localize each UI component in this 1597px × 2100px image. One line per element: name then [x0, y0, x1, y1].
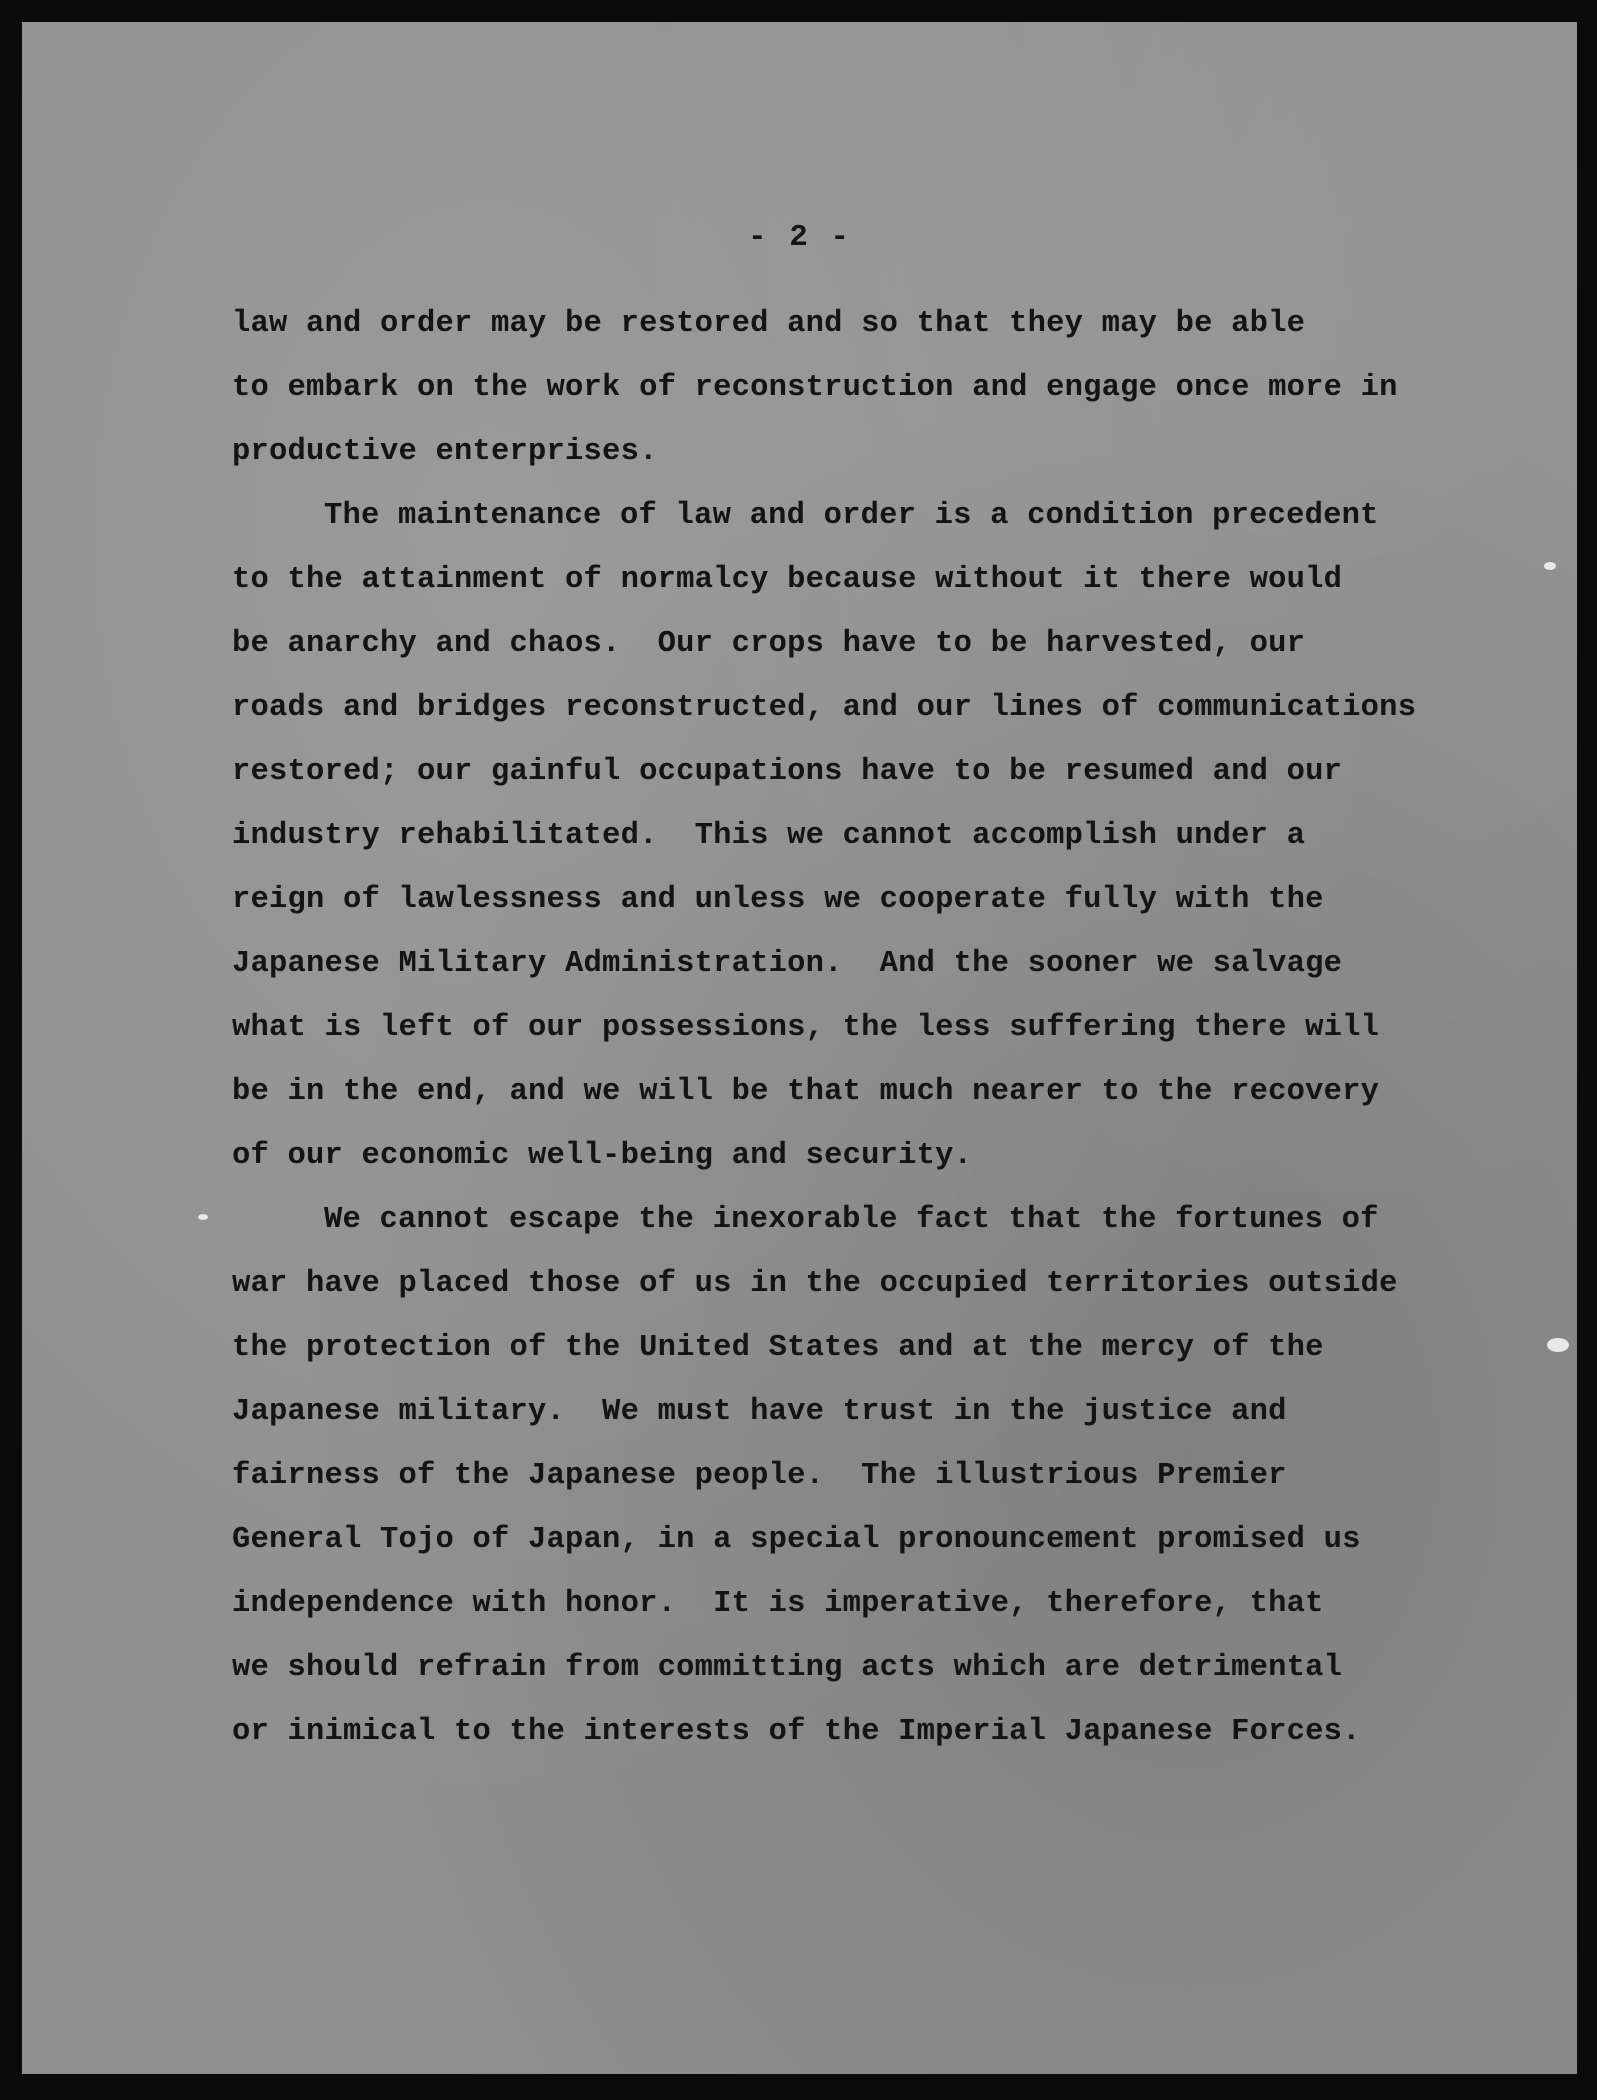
text-line: law and order may be restored and so that they may be able: [232, 307, 1306, 341]
text-line: the protection of the United States and at the mercy of the: [232, 1331, 1324, 1365]
text-line: independence with honor. It is imperative, therefore, that: [232, 1587, 1324, 1621]
text-line: we should refrain from committing acts which are detrimental: [232, 1651, 1343, 1685]
text-line: roads and bridges reconstructed, and our lines of communications: [232, 691, 1417, 725]
body-text: [232, 292, 1532, 1764]
text-line: be in the end, and we will be that much nearer to the recovery: [232, 1075, 1380, 1109]
text-line: restored; our gainful occupations have to be resumed and our: [232, 755, 1343, 789]
paper-speck: [198, 1214, 208, 1220]
paper-speck: [1544, 562, 1556, 570]
text-line: industry rehabilitated. This we cannot accomplish under a: [232, 819, 1306, 853]
text-line: General Tojo of Japan, in a special pronouncement promised us: [232, 1523, 1361, 1557]
document-page: [22, 22, 1577, 2074]
text-line: to the attainment of normalcy because without it there would: [232, 563, 1343, 597]
text-line: or inimical to the interests of the Imperial Japanese Forces.: [232, 1715, 1361, 1749]
paragraph-start-line: The maintenance of law and order is a condition precedent: [324, 499, 1379, 533]
text-line: Japanese Military Administration. And the sooner we salvage: [232, 947, 1343, 981]
text-line: what is left of our possessions, the less suffering there will: [232, 1011, 1380, 1045]
page-number: - 2 -: [747, 220, 851, 255]
text-line: be anarchy and chaos. Our crops have to be harvested, our: [232, 627, 1306, 661]
paragraph-start-line: We cannot escape the inexorable fact that the fortunes of: [324, 1203, 1379, 1237]
text-line: reign of lawlessness and unless we cooperate fully with the: [232, 883, 1324, 917]
text-line: war have placed those of us in the occupied territories outside: [232, 1267, 1398, 1301]
text-line: fairness of the Japanese people. The illustrious Premier: [232, 1459, 1287, 1493]
text-line: Japanese military. We must have trust in the justice and: [232, 1395, 1287, 1429]
paper-speck: [1547, 1338, 1569, 1352]
text-line: of our economic well-being and security.: [232, 1139, 973, 1173]
text-line: productive enterprises.: [232, 435, 658, 469]
text-line: to embark on the work of reconstruction and engage once more in: [232, 371, 1398, 405]
